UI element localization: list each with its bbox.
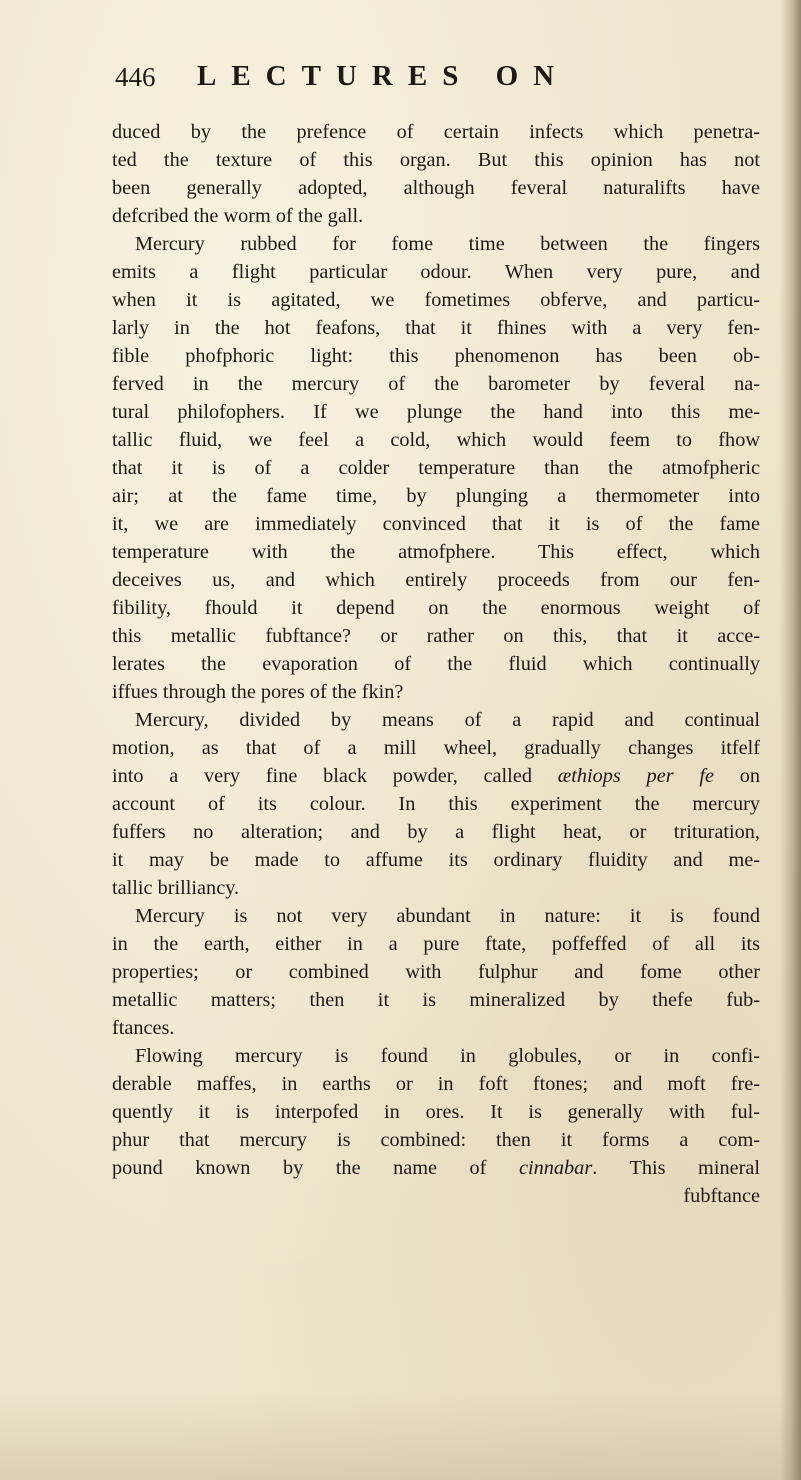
text-line: this metallic fubftance? or rather on this, that it acce- — [112, 625, 760, 647]
page-header — [115, 60, 755, 100]
paragraph-start-line: Mercury rubbed for fome time between the fingers — [135, 233, 760, 255]
page-edge-shadow — [779, 0, 801, 1480]
line-text-post: . This mineral — [592, 1157, 760, 1179]
text-line: iffues through the pores of the fkin? — [112, 681, 404, 703]
text-line: tallic brilliancy. — [112, 877, 240, 899]
text-line: derable maffes, in earths or in foft ftones; and moft fre- — [112, 1073, 760, 1095]
text-line-with-italic — [112, 1154, 760, 1182]
text-line: emits a flight particular odour. When very pure, and — [112, 261, 760, 283]
text-line: fible phofphoric light: this phenomenon has been ob- — [112, 345, 760, 367]
text-line: phur that mercury is combined: then it forms a com- — [112, 1129, 760, 1151]
text-line: air; at the fame time, by plunging a thermometer into — [112, 485, 760, 507]
page-number: 446 — [115, 62, 156, 92]
text-line: tural philofophers. If we plunge the hand into this me- — [112, 401, 760, 423]
text-line: when it is agitated, we fometimes obferve, and particu- — [112, 289, 760, 311]
text-line: it, we are immediately convinced that it is of the fame — [112, 513, 760, 535]
body-text — [112, 118, 760, 1210]
line-text-pre: into a very fine black powder, called — [112, 765, 558, 787]
line-text-post: on — [713, 765, 760, 787]
running-head: LECTURES ON — [197, 60, 570, 92]
text-line: tallic fluid, we feel a cold, which would feem to fhow — [112, 429, 760, 451]
text-line: fuffers no alteration; and by a flight heat, or trituration, — [112, 821, 760, 843]
text-line: defcribed the worm of the gall. — [112, 205, 364, 227]
paragraph-start-line: Flowing mercury is found in globules, or in confi- — [135, 1045, 760, 1067]
text-line-with-italic — [112, 762, 760, 790]
text-line: that it is of a colder temperature than the atmofpheric — [112, 457, 760, 479]
text-line: in the earth, either in a pure ftate, poffeffed of all its — [112, 933, 760, 955]
text-line: it may be made to affume its ordinary fluidity and me- — [112, 849, 760, 871]
catchword: fubftance — [683, 1185, 760, 1207]
text-line: ferved in the mercury of the barometer by feveral na- — [112, 373, 760, 395]
text-line: ted the texture of this organ. But this opinion has not — [112, 149, 760, 171]
text-line: been generally adopted, although feveral naturalifts have — [112, 177, 760, 199]
page-bottom-shading — [0, 1390, 801, 1480]
paragraph-start-line: Mercury is not very abundant in nature: it is found — [135, 905, 760, 927]
text-line: motion, as that of a mill wheel, gradually changes itfelf — [112, 737, 760, 759]
text-line: lerates the evaporation of the fluid which continually — [112, 653, 760, 675]
text-line: metallic matters; then it is mineralized by thefe fub- — [112, 989, 760, 1011]
text-line: larly in the hot feafons, that it fhines with a very fen- — [112, 317, 760, 339]
italic-term-cinnabar: cinnabar — [518, 1157, 593, 1179]
italic-term-aethiops: æthiops per fe — [557, 765, 714, 787]
line-text-pre: pound known by the name of — [112, 1157, 519, 1179]
text-line: fibility, fhould it depend on the enormous weight of — [112, 597, 760, 619]
text-line: properties; or combined with fulphur and fome other — [112, 961, 760, 983]
paragraph-start-line: Mercury, divided by means of a rapid and continual — [135, 709, 760, 731]
text-line: ftances. — [112, 1017, 175, 1039]
text-line: duced by the prefence of certain infects which penetra- — [112, 121, 760, 143]
text-line: account of its colour. In this experiment the mercury — [112, 793, 760, 815]
text-line: quently it is interpofed in ores. It is generally with ful- — [112, 1101, 760, 1123]
text-line: deceives us, and which entirely proceeds from our fen- — [112, 569, 760, 591]
text-line: temperature with the atmofphere. This effect, which — [112, 541, 760, 563]
